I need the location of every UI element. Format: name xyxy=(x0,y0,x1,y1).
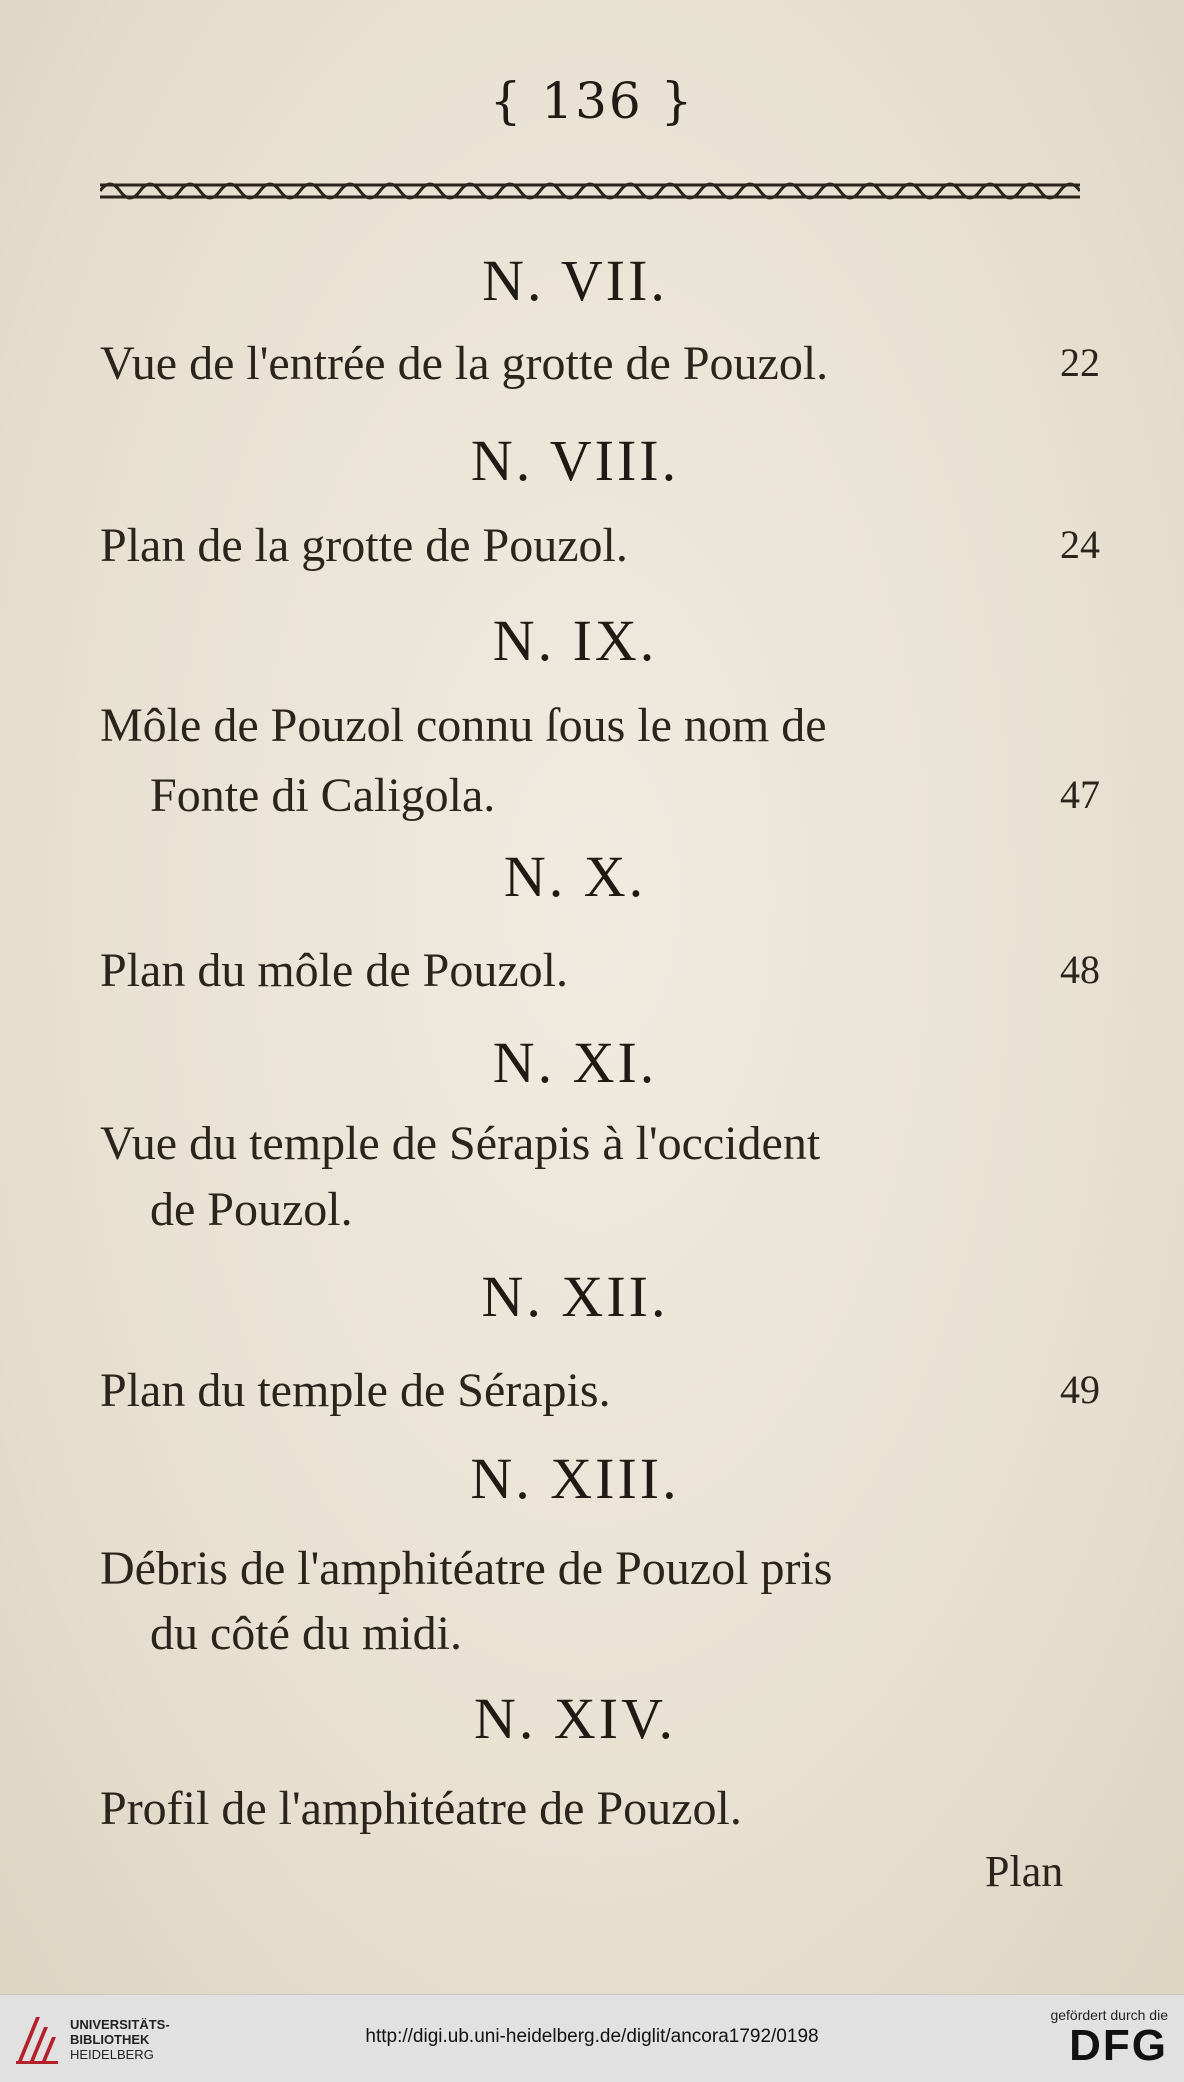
plate-title-line: Plan de la grotte de Pouzol. xyxy=(100,519,628,572)
plate-heading: N. VIII. xyxy=(470,428,680,493)
viewer-footer xyxy=(0,1994,1184,2082)
plate-page-number: 22 xyxy=(1060,340,1100,385)
catchword: Plan xyxy=(985,1847,1064,1896)
library-name-line: BIBLIOTHEK xyxy=(70,2032,150,2047)
plate-title-line: Môle de Pouzol connu ſous le nom de xyxy=(100,699,827,752)
plate-title-line: Plan du môle de Pouzol. xyxy=(100,944,568,997)
dfg-logo: DFG xyxy=(1069,2021,1168,2070)
plate-title-line: Fonte di Caligola. xyxy=(150,769,496,822)
plate-title-line: Profil de l'amphitéatre de Pouzol. xyxy=(100,1782,742,1835)
page-number: { 136 } xyxy=(489,72,695,130)
plate-page-number: 48 xyxy=(1060,947,1100,992)
library-name-line: HEIDELBERG xyxy=(70,2047,154,2062)
plate-heading: N. VII. xyxy=(482,248,668,313)
plate-heading: N. IX. xyxy=(492,608,658,673)
plate-heading: N. XIV. xyxy=(474,1686,676,1751)
permalink-url[interactable]: http://digi.ub.uni-heidelberg.de/diglit/ancora1792/0198 xyxy=(365,2026,819,2047)
plate-heading: N. XI. xyxy=(492,1030,658,1095)
plate-title-line: Vue de l'entrée de la grotte de Pouzol. xyxy=(100,337,829,390)
funder-block xyxy=(1050,2007,1168,2069)
library-name-line: UNIVERSITÄTS- xyxy=(70,2017,170,2032)
plate-title-line: Vue du temple de Sérapis à l'occident xyxy=(100,1117,821,1170)
plate-title-line: Débris de l'amphitéatre de Pouzol pris xyxy=(100,1542,833,1595)
ornamental-rule xyxy=(100,172,1080,210)
plate-title-line: Plan du temple de Sérapis. xyxy=(100,1364,611,1417)
plate-title-line: du côté du midi. xyxy=(150,1607,462,1660)
funder-caption: gefördert durch die xyxy=(1050,2007,1168,2023)
plate-page-number: 49 xyxy=(1060,1367,1100,1412)
plate-page-number: 24 xyxy=(1060,522,1100,567)
plate-title-line: de Pouzol. xyxy=(150,1183,353,1236)
plate-heading: N. XII. xyxy=(481,1264,669,1329)
plate-heading: N. XIII. xyxy=(470,1446,680,1511)
plate-page-number: 47 xyxy=(1060,772,1100,817)
plate-heading: N. X. xyxy=(503,844,647,909)
